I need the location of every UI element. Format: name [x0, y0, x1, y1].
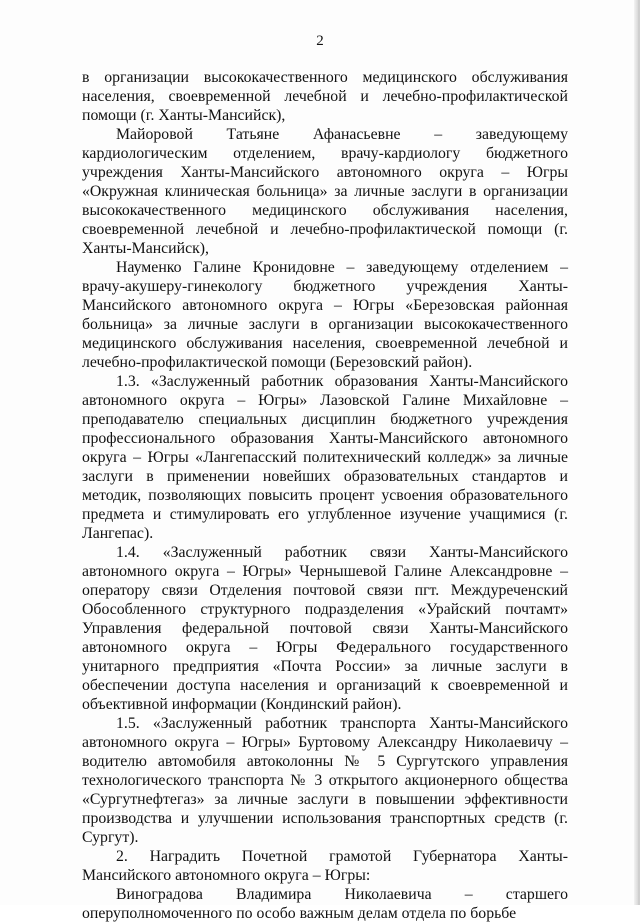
document-body: [82, 68, 568, 923]
paragraph-mayorova: Майоровой Татьяне Афанасьевне – заведующему кардиологическим отделением, врачу-кардиологу бюджетного учреждения Ханты-Мансийского автономного округа – Югры «Окружная клиническая больница» за личные заслуги в организации высококачественного медицинского обслуживания населения, своевременной лечебной и лечебно-профилактической помощи (г. Ханты-Мансийск),: [82, 126, 568, 257]
scan-edge-shadow: [634, 0, 638, 905]
paragraph-1-5: 1.5. «Заслуженный работник транспорта Ханты-Мансийского автономного округа – Югры» Буртовому Александру Николаевичу – водителю автомобиля автоколонны № 5 Сургутского управления технологического транспорта № 3 открытого акционерного общества «Сургутнефтегаз» за личные заслуги в повышении эффективности производства и улучшении использования транспортных средств (г. Сургут).: [82, 715, 568, 846]
paragraph-1-4: 1.4. «Заслуженный работник связи Ханты-Мансийского автономного округа – Югры» Чернышевой Галине Александровне – оператору связи Отделения почтовой связи пгт. Междуреченский Обособленного структурного подразделения «Урайский почтамт» Управления федеральной почтовой связи Ханты-Мансийского автономного округа – Югры Федерального государственного унитарного предприятия «Почта России» за личные заслуги в обеспечении доступа населения и организаций к своевременной и объективной информации (Кондинский район).: [82, 544, 568, 713]
page-number: 2: [316, 33, 324, 49]
paragraph-1-3: 1.3. «Заслуженный работник образования Ханты-Мансийского автономного округа – Югры» Лазовской Галине Михайловне – преподавателю специальных дисциплин бюджетного учреждения профессионального образования Ханты-Мансийского автономного округа – Югры «Лангепасский политехнический колледж» за личные заслуги в применении новейших образовательных стандартов и методик, позволяющих повысить процент усвоения образовательного предмета и стимулировать его углубленное изучение учащимися (г. Лангепас).: [82, 373, 568, 542]
paragraph-vinogradov: Виноградова Владимира Николаевича – старшего оперуполномоченного по особо важным делам отдела по борьбе: [82, 886, 568, 922]
paragraph-continuation: в организации высококачественного медицинского обслуживания населения, своевременной лечебной и лечебно-профилактической помощи (г. Ханты-Мансийск),: [82, 69, 568, 124]
paragraph-2: 2. Наградить Почетной грамотой Губернатора Ханты-Мансийского автономного округа – Югры:: [82, 848, 568, 884]
paragraph-naumenko: Науменко Галине Кронидовне – заведующему отделением – врачу-акушеру-гинекологу бюджетного учреждения Ханты-Мансийского автономного округа – Югры «Березовская районная больница» за личные заслуги в организации высококачественного медицинского обслуживания населения, своевременной лечебной и лечебно-профилактической помощи (Березовский район).: [82, 259, 568, 371]
